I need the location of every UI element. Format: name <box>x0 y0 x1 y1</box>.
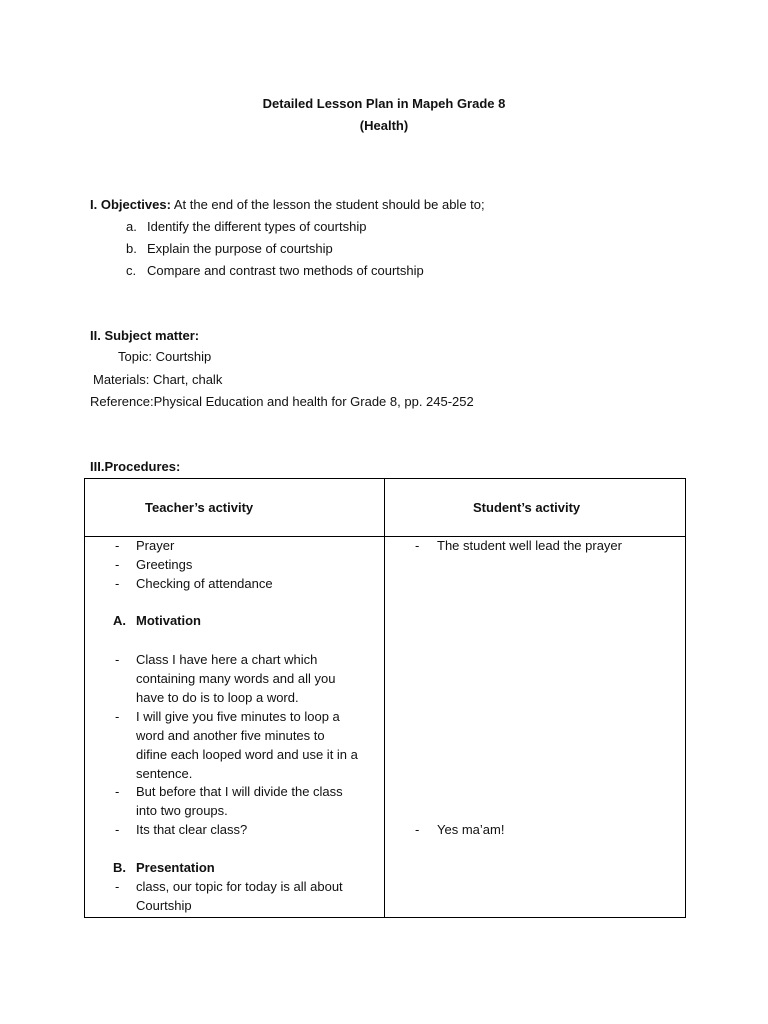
list-item-line: into two groups. <box>136 803 228 818</box>
bullet-dash: - <box>115 538 120 553</box>
list-item: The student well lead the prayer <box>437 538 622 553</box>
bullet-dash: - <box>415 538 420 553</box>
list-item-line: containing many words and all you <box>136 671 336 686</box>
list-item: Checking of attendance <box>136 576 273 591</box>
bullet-dash: - <box>115 784 120 799</box>
section-marker: B. <box>113 860 126 875</box>
list-item-line: have to do is to loop a word. <box>136 690 299 705</box>
list-item: Yes ma’am! <box>437 822 505 837</box>
bullet-dash: - <box>115 822 120 837</box>
teacher-activity-cell <box>85 537 385 918</box>
table-row <box>85 537 686 918</box>
table-header-row <box>85 479 686 537</box>
document-title: Detailed Lesson Plan in Mapeh Grade 8 <box>262 96 506 111</box>
objectives-label: I. Objectives: <box>90 197 171 212</box>
list-item-line: class, our topic for today is all about <box>136 879 343 894</box>
list-item-line: I will give you five minutes to loop a <box>136 709 340 724</box>
list-item-line: But before that I will divide the class <box>136 784 343 799</box>
teacher-activity-header: Teacher’s activity <box>145 500 254 515</box>
bullet-dash: - <box>115 652 120 667</box>
objective-item: Explain the purpose of courtship <box>147 241 333 256</box>
section-heading-motivation: Motivation <box>136 613 201 628</box>
bullet-dash: - <box>115 576 120 591</box>
subject-topic: Topic: Courtship <box>118 349 212 364</box>
list-item-line: Courtship <box>136 898 192 913</box>
bullet-dash: - <box>415 822 420 837</box>
subject-matter-label: II. Subject matter: <box>90 328 200 343</box>
list-item-line: Its that clear class? <box>136 822 248 837</box>
section-marker: A. <box>113 613 126 628</box>
list-item: Prayer <box>136 538 175 553</box>
list-item-line: difine each looped word and use it in a <box>136 747 358 762</box>
objective-item: Identify the different types of courtship <box>147 219 367 234</box>
procedures-table <box>84 478 686 918</box>
subject-reference: Reference:Physical Education and health for Grade 8, pp. 245-252 <box>90 394 474 409</box>
subject-materials: Materials: Chart, chalk <box>93 372 223 387</box>
procedures-label: III.Procedures: <box>90 459 181 474</box>
objectives-intro: At the end of the lesson the student should be able to; <box>173 197 485 212</box>
objective-item: Compare and contrast two methods of courtship <box>147 263 424 278</box>
bullet-dash: - <box>115 879 120 894</box>
section-heading-presentation: Presentation <box>136 860 215 875</box>
bullet-dash: - <box>115 557 120 572</box>
bullet-dash: - <box>115 709 120 724</box>
objective-marker: b. <box>126 241 137 256</box>
objective-marker: c. <box>126 263 137 278</box>
objectives-line <box>90 196 485 214</box>
objective-marker: a. <box>126 219 137 234</box>
student-activity-header: Student’s activity <box>473 500 581 515</box>
student-header-cell <box>385 479 686 537</box>
document-subtitle: (Health) <box>359 118 409 133</box>
list-item-line: Class I have here a chart which <box>136 652 318 667</box>
list-item-line: word and another five minutes to <box>136 728 325 743</box>
student-activity-cell <box>385 537 686 918</box>
list-item-line: sentence. <box>136 766 193 781</box>
list-item: Greetings <box>136 557 193 572</box>
teacher-header-cell <box>85 479 385 537</box>
